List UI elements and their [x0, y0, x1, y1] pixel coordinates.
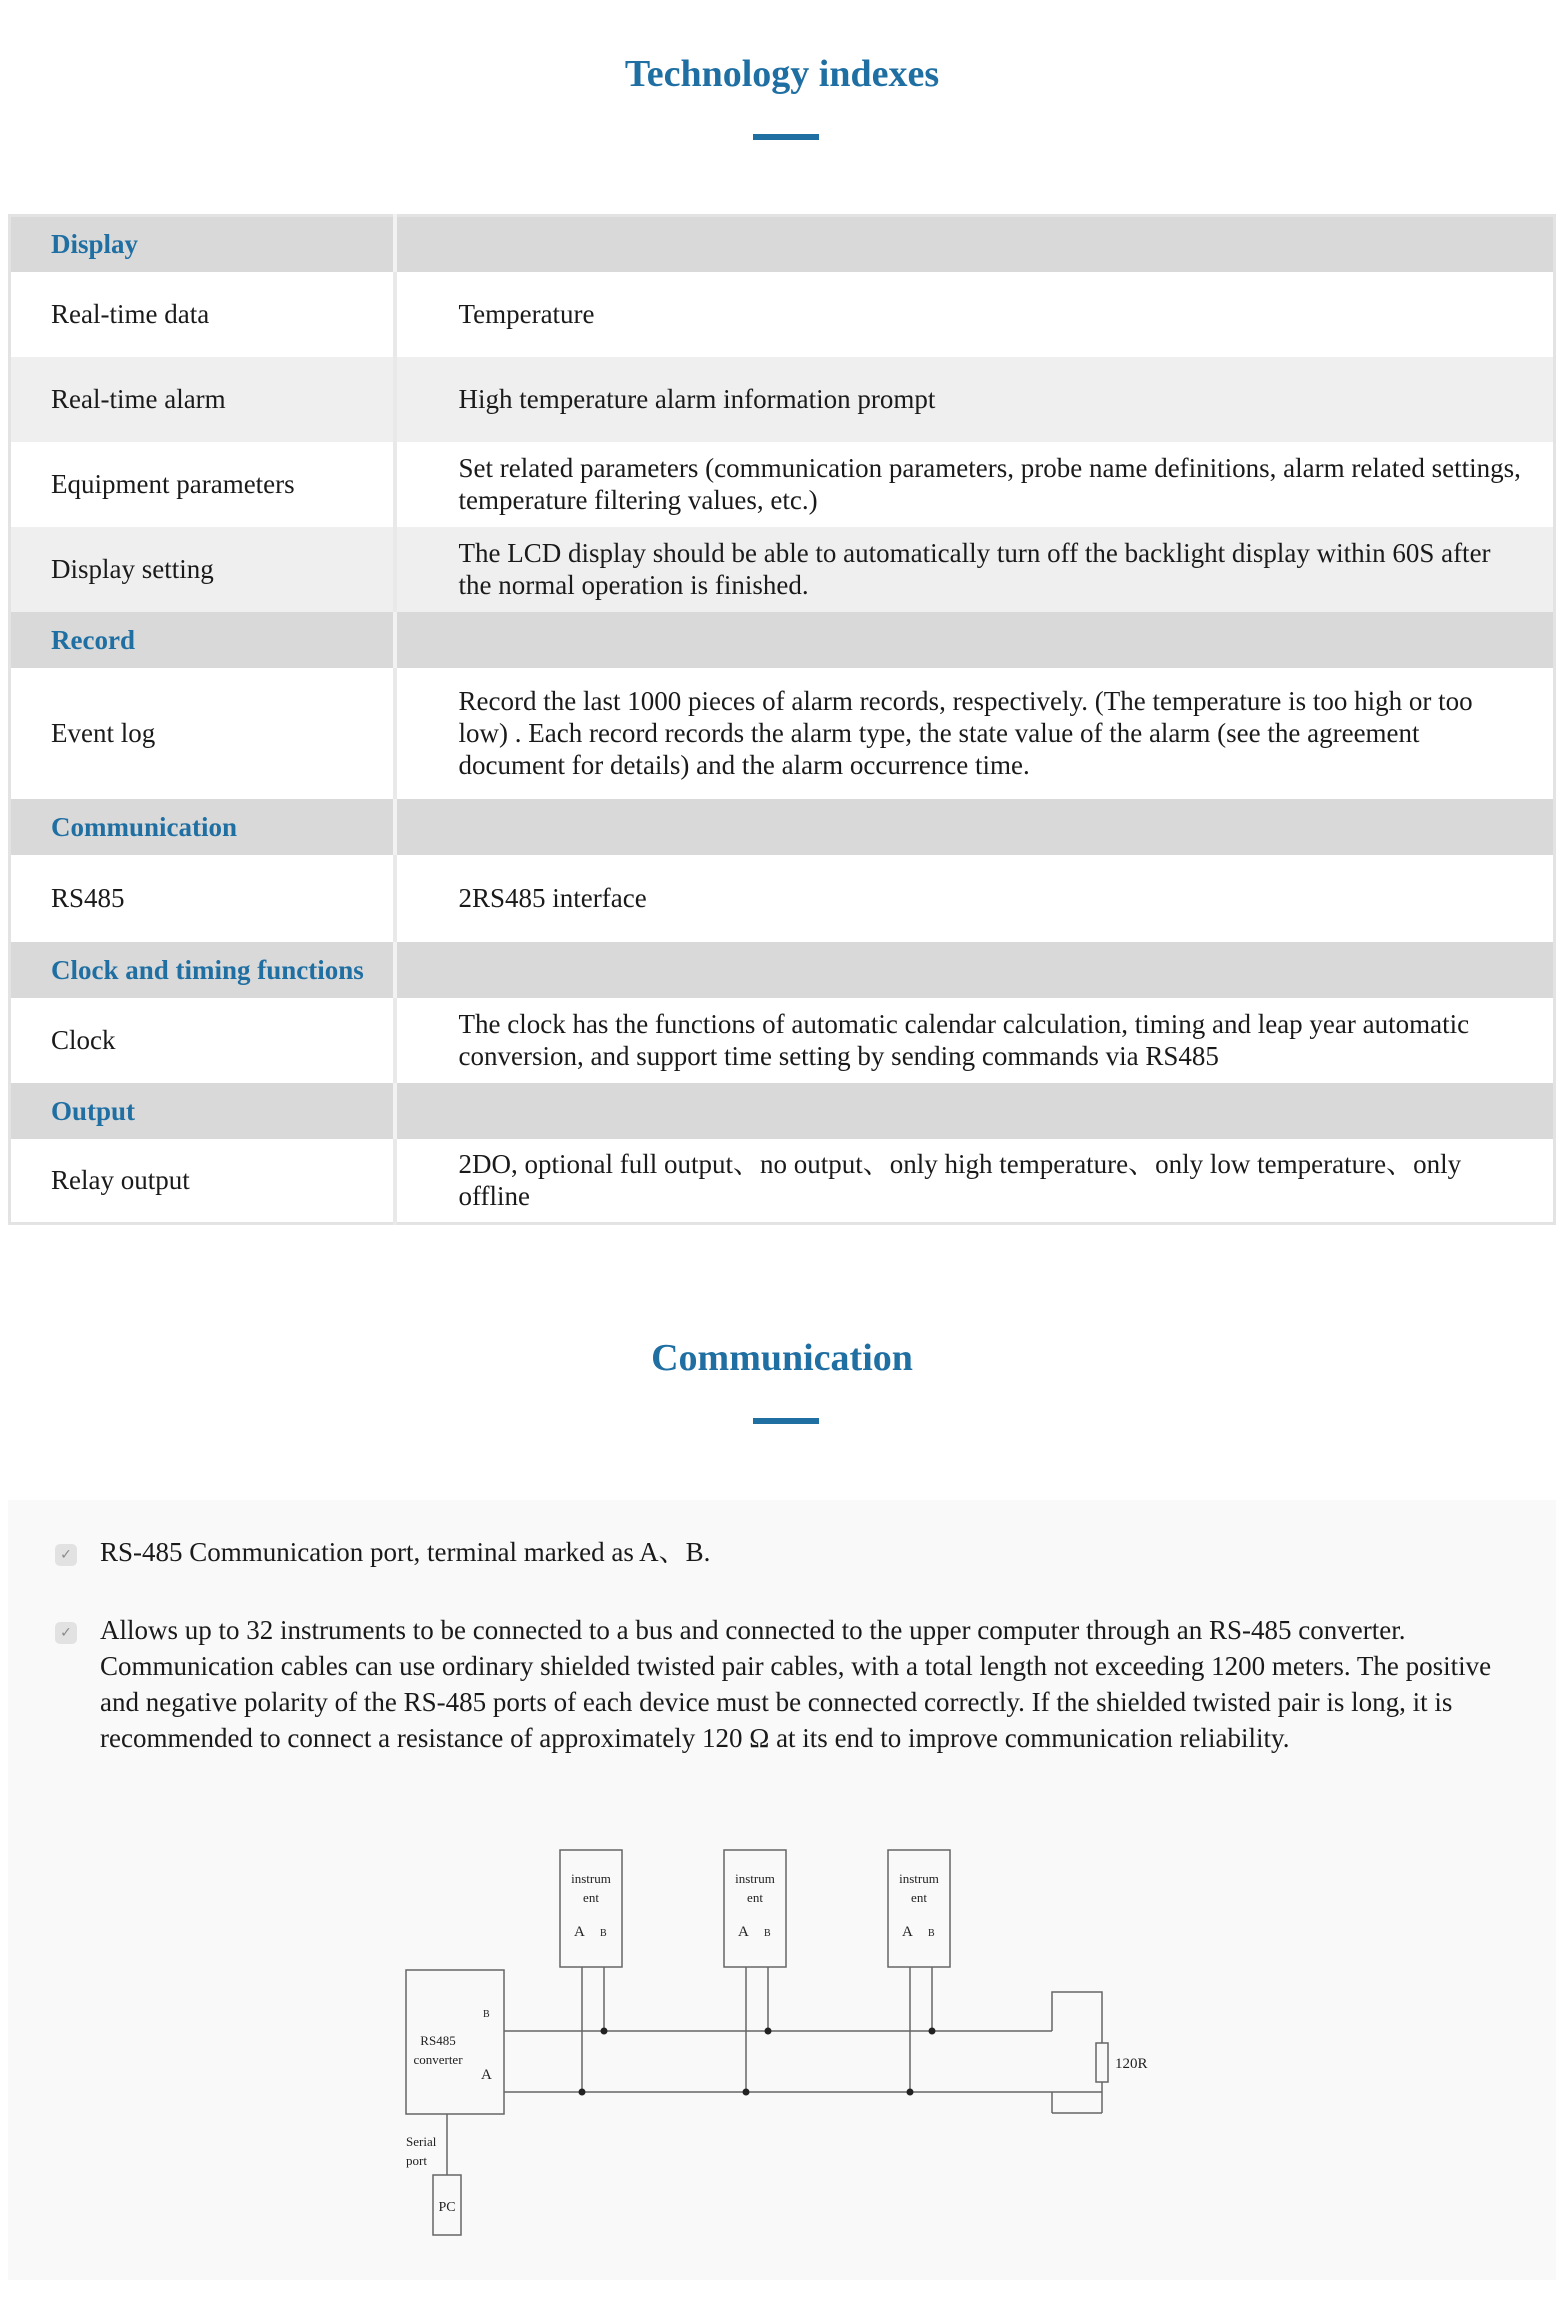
section-row — [10, 799, 1555, 855]
instrument-box-2 — [724, 1850, 786, 1967]
check-icon: ✓ — [55, 1544, 77, 1566]
spec-value: Temperature — [395, 272, 1555, 357]
junction-dot — [929, 2028, 936, 2035]
spec-label: Clock — [10, 998, 395, 1083]
spec-row — [10, 668, 1555, 799]
spec-label: Relay output — [10, 1139, 395, 1224]
terminal-a-label: A — [574, 1924, 585, 1940]
resistor-label: 120R — [1115, 2056, 1148, 2072]
section-row — [10, 216, 1555, 272]
check-icon: ✓ — [55, 1622, 77, 1644]
communication-title: Communication — [651, 1337, 913, 1379]
spec-row — [10, 272, 1555, 357]
serial-port-label: port — [406, 2153, 427, 2168]
spec-row — [10, 357, 1555, 442]
spec-label: Equipment parameters — [10, 442, 395, 527]
spec-value: 2RS485 interface — [395, 855, 1555, 942]
spec-label: Real-time alarm — [10, 357, 395, 442]
spec-value — [395, 799, 1555, 855]
serial-port-label: Serial — [406, 2134, 437, 2149]
converter-a-label: A — [481, 2067, 492, 2083]
spec-label: Display setting — [10, 527, 395, 612]
spec-row — [10, 527, 1555, 612]
spec-label: Real-time data — [10, 272, 395, 357]
terminal-b-label: B — [764, 1928, 771, 1939]
pc-label: PC — [438, 2200, 456, 2215]
terminal-b-label: B — [928, 1928, 935, 1939]
wiring-diagram — [8, 1500, 1556, 2280]
instrument-label: instrum — [735, 1871, 775, 1886]
terminal-a-label: A — [738, 1924, 749, 1940]
section-heading: Clock and timing functions — [10, 942, 395, 998]
spec-row — [10, 1139, 1555, 1224]
spec-value — [395, 612, 1555, 668]
tech-title: Technology indexes — [624, 53, 940, 95]
spec-row — [10, 442, 1555, 527]
spec-value — [395, 216, 1555, 272]
section-heading: Output — [10, 1083, 395, 1139]
spec-value: Set related parameters (communication parameters, probe name definitions, alarm related settings, temperature filtering values, etc.) — [395, 442, 1555, 527]
instrument-label: ent — [911, 1890, 927, 1905]
junction-dot — [765, 2028, 772, 2035]
spec-value — [395, 942, 1555, 998]
section-heading: Communication — [10, 799, 395, 855]
converter-b-label: B — [483, 2009, 490, 2020]
section-row — [10, 942, 1555, 998]
bullet-bus-description: Allows up to 32 instruments to be connected to a bus and connected to the upper computer through an RS-485 converter. Communication cables can use ordinary shielded twisted pair cables, with a total length not exceeding 1200 meters. The positive and negative polarity of the RS-485 ports of each device must be connected correctly. If the shielded twisted pair is long, it is recommended to connect a resistance of approximately 120 Ω at its end to improve communication reliability. — [100, 1615, 1492, 1753]
spec-row — [10, 998, 1555, 1083]
section-row — [10, 1083, 1555, 1139]
junction-dot — [601, 2028, 608, 2035]
spec-value: High temperature alarm information prompt — [395, 357, 1555, 442]
instrument-label: ent — [583, 1890, 599, 1905]
communication-panel — [8, 1500, 1556, 2280]
terminal-a-label: A — [902, 1924, 913, 1940]
instrument-label: ent — [747, 1890, 763, 1905]
termination-wire-top — [1052, 1992, 1102, 2043]
bullet-rs485-port: RS-485 Communication port, terminal marked as A、B. — [100, 1537, 711, 1567]
spec-label: RS485 — [10, 855, 395, 942]
communication-title-underline — [753, 1418, 819, 1424]
resistor-box — [1096, 2043, 1108, 2082]
terminal-b-label: B — [600, 1928, 607, 1939]
section-heading: Display — [10, 216, 395, 272]
instrument-box-1 — [560, 1850, 622, 1967]
spec-value — [395, 1083, 1555, 1139]
spec-value: 2DO, optional full output、no output、only high temperature、only low temperature、only offline — [395, 1139, 1555, 1224]
instrument-label: instrum — [899, 1871, 939, 1886]
converter-label: RS485 — [420, 2033, 456, 2048]
junction-dot — [907, 2089, 914, 2096]
spec-table — [8, 214, 1556, 1225]
tech-title-underline — [753, 134, 819, 140]
junction-dot — [579, 2089, 586, 2096]
instrument-label: instrum — [571, 1871, 611, 1886]
junction-dot — [743, 2089, 750, 2096]
converter-label: converter — [413, 2052, 463, 2067]
spec-value: The clock has the functions of automatic calendar calculation, timing and leap year automatic conversion, and support time setting by sending commands via RS485 — [395, 998, 1555, 1083]
spec-row — [10, 855, 1555, 942]
section-heading: Record — [10, 612, 395, 668]
spec-label: Event log — [10, 668, 395, 799]
instrument-box-3 — [888, 1850, 950, 1967]
section-row — [10, 612, 1555, 668]
spec-value: The LCD display should be able to automatically turn off the backlight display within 60S after the normal operation is finished. — [395, 527, 1555, 612]
spec-value: Record the last 1000 pieces of alarm records, respectively. (The temperature is too high or too low) . Each record records the alarm type, the state value of the alarm (see the agreement document for details) and the alarm occurrence time. — [395, 668, 1555, 799]
